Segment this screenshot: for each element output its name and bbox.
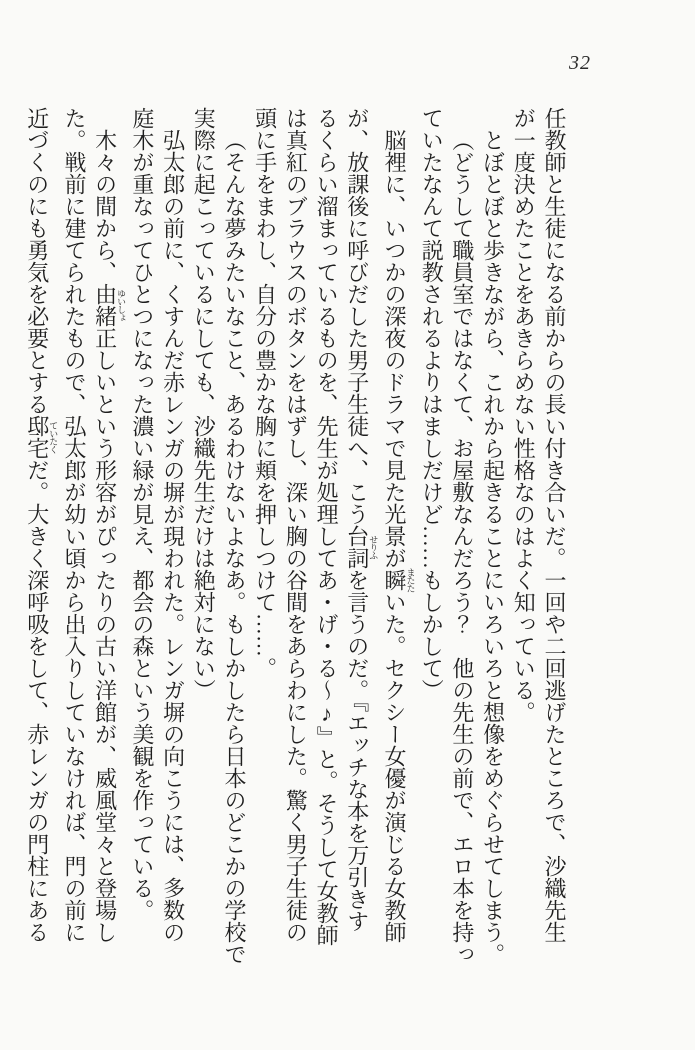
ruby-annotated-word: 邸宅ていたく (24, 415, 59, 459)
text-line: 木々の間から、由緒ゆいしょ正しいという形容がぴったりの古い洋館が、威風堂々と登場し (92, 129, 127, 943)
text-line: が、放課後に呼びだした男子生徒へ、こう台詞せりふを言うのだ。『エッチな本を万引きす (344, 107, 379, 932)
text-line: が一度決めたことをあきらめない性格なのはよく知っている。 (511, 107, 537, 723)
page-number: 32 (569, 52, 591, 74)
text-line: 近づくのにも勇気を必要とする邸宅ていたくだ。大きく深呼吸をして、赤レンガの門柱にある (24, 107, 59, 943)
text-block (21, 107, 569, 987)
ruby-annotated-word: 由緒ゆいしょ (92, 283, 127, 327)
ruby-annotated-word: 瞬またた (381, 568, 416, 592)
text-line: 頭に手をまわし、自分の豊かな胸に頬を押しつけて……。 (252, 107, 278, 679)
text-line: は真紅のブラウスのボタンをはずし、深い胸の谷間をあらわにした。驚く男子生徒の (283, 107, 309, 943)
text-line: 脳裡に、いつかの深夜のドラマで見た光景が瞬またたいた。セクシー女優が演じる女教師 (381, 129, 416, 943)
text-line: （どうして職員室ではなくて、お屋敷なんだろう？ 他の先生の前で、エロ本を持っ (449, 129, 475, 965)
text-line: るくらい溜まっているものを、先生が処理してあ・げ・る～♪』と。そうして女教師 (314, 107, 340, 946)
text-line: 弘太郎の前に、くすんだ赤レンガの塀が現われた。レンガ塀の向こうには、多数の (160, 129, 186, 943)
text-line: 実際に起こっているにしても、沙織先生だけは絶対にない） (191, 107, 217, 701)
text-line: （そんな夢みたいなこと、あるわけないよなあ。もしかしたら日本のどこかの学校で (221, 129, 247, 965)
text-line: とぼとぼと歩きながら、これから起きることにいろいろと想像をめぐらせてしまう。 (480, 129, 506, 965)
text-line: 庭木が重なってひとつになった濃い緑が見え、都会の森という美観を作っている。 (129, 107, 155, 921)
text-line: ていたなんて説教されるよりはましだけど……もしかして） (419, 107, 445, 701)
text-line: 任教師と生徒になる前からの長い付き合いだ。一回や二回逃げたところで、沙織先生 (542, 107, 567, 943)
text-line: た。戦前に建てられたもので、弘太郎が幼い頃から出入りしていなければ、門の前に (61, 107, 87, 943)
ruby-annotated-word: 台詞せりふ (344, 525, 379, 569)
